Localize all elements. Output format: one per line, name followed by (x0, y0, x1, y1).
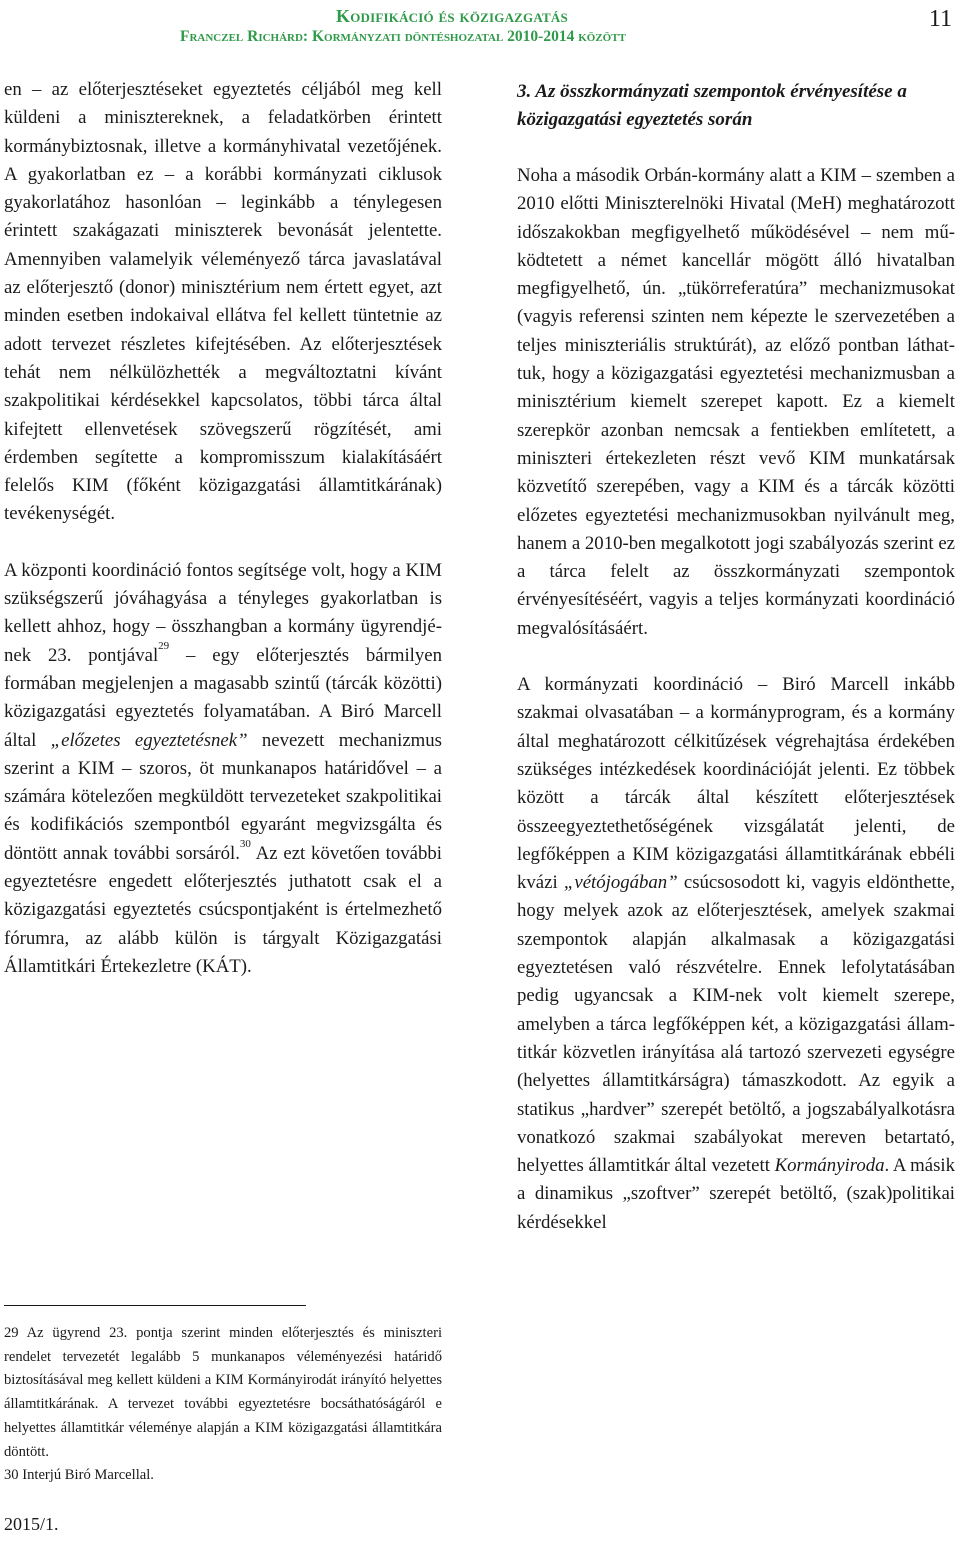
left-paragraph-2-part-a: A központi koordináció fontos segítsége volt, hogy a KIM szükségszerű jóváhagyása a tényleges gyakorlatban is kellett ahhoz, hogy – összhangban a kormány ügyrendjének 23. pontjával (4, 559, 442, 666)
right-column (517, 78, 955, 1237)
left-paragraph-2-part-d: Az ezt követően további egyeztetésre engedett előterjesztés juthatott csak el a közigazgatási egyeztetés csúcspontjaként is értelmezhető fórumra, az alább külön is tárgyalt Közigazgatási Államtitkári Értekezletre (KÁT). (4, 842, 442, 977)
footnote-29: 29 Az ügyrend 23. pontja szerint minden előterjesztés és miniszteri rendelet tervezetét legalább 5 munkanapos véleményezési határidő biztosításával meg kellett küldeni a KIM Kormányirodát irányító helyettes államtitkárának. A tervezet további egyeztetésre bocsáthatóságáról e helyettes államtitkár véleménye alapján a KIM közigazgatási államtitkára döntött. (4, 1325, 442, 1460)
left-paragraph-2-part-c: nevezett mechanizmus szerint a KIM – szoros, öt munkanapos határidővel – a számára kötelezően megküldött tervezeteket szakpolitikai és kodifikációs szempontból egyaránt megvizsgálta és döntött annak további sorsáról. (4, 729, 442, 864)
left-paragraph-1: en – az előterjesztéseket egyeztetés céljából meg kell küldeni a minisztereknek, a feladatkörben érintett kormánybiztosnak, illetve a kormányhivatal vezetőjének. A gyakorlatban ez – a korábbi kormányzati ciklusok gyakorlatához hasonlóan – leginkább a ténylegesen érintett szakágazati miniszterek bevonását jelentette. Amennyiben valamelyik véleményező tárca javaslatával az előterjesztő (donor) minisztérium nem értett egyet, azt minden esetben indokaival ellátva fel kellett tüntetnie az adott tervezet részletes kifejtésében. Az előterjesztések tehát nem nélkülözhették a megváltoztatni kívánt szakpolitikai kérdésekkel kapcsolatos, többi tárca által kifejtett ellenvetések szövegszerű rögzítését, ami érdemben segítette a kompromisszum kialakításáért felelős KIM (főként közigazgatási államtitkárának) tevékenységét. (4, 79, 442, 525)
left-column (4, 76, 442, 981)
left-paragraph-2 (4, 557, 442, 981)
right-paragraph-1: Noha a második Orbán-kormány alatt a KIM – szemben a 2010 előtti Miniszterelnöki Hivatal (MeH) meghatározott időszakokban megfigyelhető működésével – nem működtetett a német kancellár mögött álló hivatalban megfigyelhető, ún. „tükörreferatúra” mechanizmusokat (vagyis referensi szinten nem képezte le szervezetében a teljes miniszteriális struktúrát), az előző pontban láthattuk, hogy a közigazgatási egyeztetési mechanizmusban a minisztérium kiemelt szerepet kapott. Ez a kiemelt szerepkör azonban nemcsak a fentiekben említetett, a miniszteri értekezleten részt vevő KIM munkatársak közvetítő szerepében, vagy a KIM és a tárcák közötti előzetes egyeztetési mechanizmusokban nyilvánult meg, hanem a 2010-ben megalkotott jogi szabályozás szerint ez a tárca felelt az összkormányzati szempontok érvényesítéséért, vagyis a teljes kormányzati koordináció megvalósításáért. (517, 165, 955, 639)
footnote-30: 30 Interjú Biró Marcellal. (4, 1467, 154, 1484)
page-header (0, 4, 960, 50)
journal-title: Kodifikáció és közigazgatás (336, 6, 568, 26)
issue-label: 2015/1. (4, 1514, 59, 1534)
section-heading: 3. Az összkormányzati szempontok érvényesítése a közigazgatási egyeztetés során (517, 81, 907, 130)
running-title: Franczel Richárd: Kormányzati döntéshozatal 2010-2014 között (180, 28, 626, 45)
footnotes (4, 1322, 442, 1488)
right-paragraph-2 (517, 671, 955, 1237)
page-number: 11 (928, 6, 952, 32)
left-paragraph-2-italic: „előzetes egyeztetésnek” (50, 729, 248, 751)
footnote-separator (4, 1305, 306, 1306)
right-paragraph-2-part-a: A kormányzati koordináció – Biró Marcell inkább szakmai olvasatában – a kormányprogram, és a kormány által meghatározott célkitűzések végrehajtása érdekében szükséges intézkedések koordinációját jelenti. Ez többek között a tárcák által készített előterjesztések összeegyeztethetőségének vizsgálatát jelenti, de legfőképpen a KIM közigazgatási államtitkárának ebbéli kvázi (517, 674, 955, 894)
right-paragraph-2-italic-1: „vétójogában” (563, 872, 678, 894)
right-paragraph-2-part-b: csúcsosodott ki, vagyis eldönthette, hogy melyek azok az előterjesztések, amelyek szakmai szempontok alapján alkalmasak a közigazgatási egyeztetésen való részvételre. Ennek lefolytatásában pedig ugyancsak a KIM-nek volt kiemelt szerepe, amelyben a tárca legfőképpen két, a közigazgatási államtitkár közvetlen irányítása alá tartozó szervezeti egységre (helyettes államtitkárságra) támaszkodott. Az egyik a statikus „hardver” szerepét betöltő, a jogszabályalkotásra vonatkozó szakmai szabályokat mereven betartató, helyettes államtitkár által vezetett (517, 872, 955, 1177)
footnote-ref-30[interactable]: 30 (239, 837, 251, 850)
footnote-ref-29[interactable]: 29 (158, 639, 170, 652)
left-paragraph-2-part-b: – egy előterjesztés bármilyen formában megjelenjen a magasabb szintű (tárcák közötti) közigazgatási egyeztetés folyamatában. A Biró Marcell által (4, 644, 443, 751)
right-paragraph-2-italic-2: Kormányiroda (774, 1155, 885, 1177)
right-paragraph-2-part-c: . A másik a dinamikus „szoftver” szerepét betöltő, (szak)politikai kérdésekkel (517, 1155, 955, 1233)
